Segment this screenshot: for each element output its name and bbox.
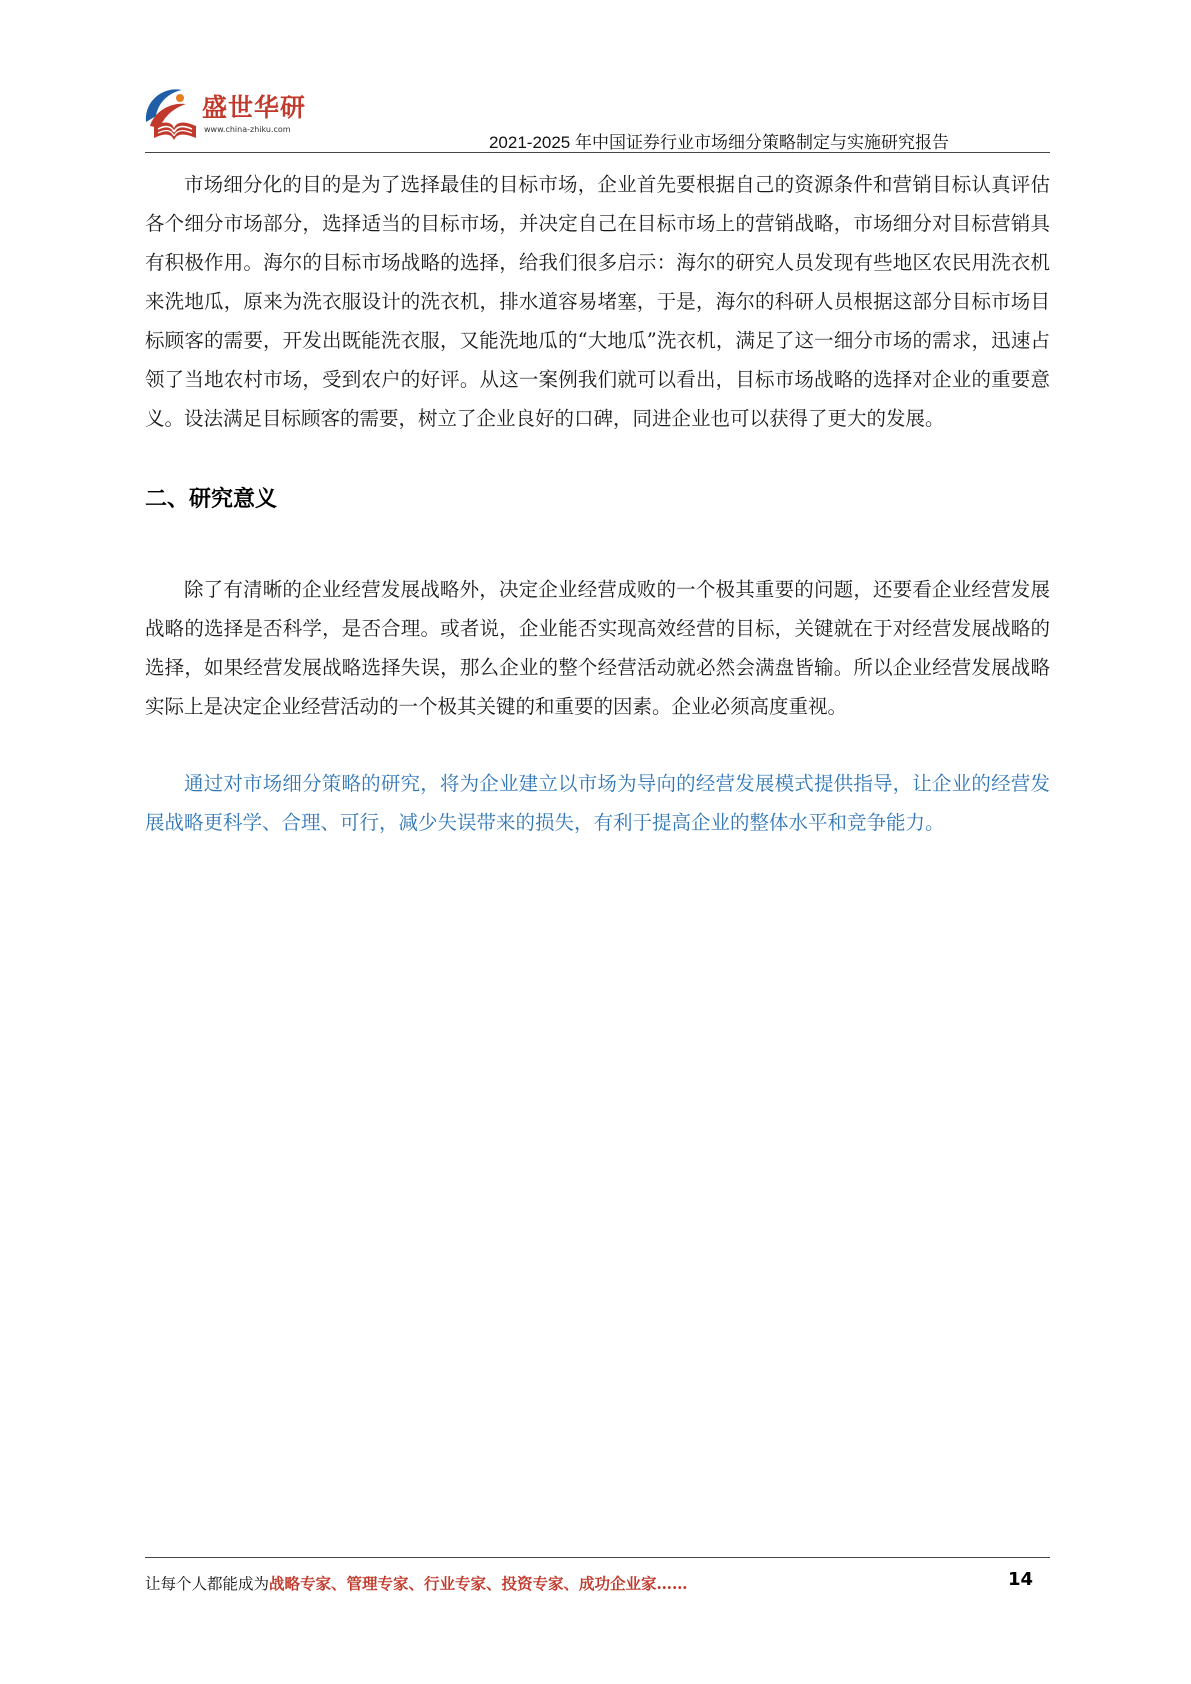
report-title: 2021-2025 年中国证券行业市场细分策略制定与实施研究报告	[488, 133, 949, 152]
company-logo	[140, 82, 330, 150]
header-divider	[145, 152, 1050, 153]
page-content	[145, 165, 1050, 842]
section-heading: 二、研究意义	[145, 487, 278, 512]
book-swoosh-logo-icon	[140, 82, 204, 146]
body-paragraph-2: 除了有清晰的企业经营发展战略外，决定企业经营成败的一个极其重要的问题，还要看企业经营发展战略的选择是否科学，是否合理。或者说，企业能否实现高效经营的目标，关键就在于对经营发展战略的选择，如果经营发展战略选择失误，那么企业的整个经营活动就必然会满盘皆输。所以企业经营发展战略实际上是决定企业经营活动的一个极其关键的和重要的因素。企业必须高度重视。	[145, 578, 1050, 718]
body-paragraph-3-highlight: 通过对市场细分策略的研究，将为企业建立以市场为导向的经营发展模式提供指导，让企业的经营发展战略更科学、合理、可行，减少失误带来的损失，有利于提高企业的整体水平和竞争能力。	[145, 772, 1050, 834]
brand-website: www.china-zhiku.com	[204, 125, 291, 134]
brand-name: 盛世华研	[202, 93, 307, 122]
footer-slogan	[145, 1572, 688, 1594]
page-header	[0, 0, 1191, 160]
body-paragraph-1: 市场细分化的目的是为了选择最佳的目标市场，企业首先要根据自己的资源条件和营销目标认真评估各个细分市场部分，选择适当的目标市场，并决定自己在目标市场上的营销战略，市场细分对目标营销具有积极作用。海尔的目标市场战略的选择，给我们很多启示：海尔的研究人员发现有些地区农民用洗衣机来洗地瓜，原来为洗衣服设计的洗衣机，排水道容易堵塞，于是，海尔的科研人员根据这部分目标市场目标顾客的需要，开发出既能洗衣服，又能洗地瓜的“大地瓜”洗衣机，满足了这一细分市场的需求，迅速占领了当地农村市场，受到农户的好评。从这一案例我们就可以看出，目标市场战略的选择对企业的重要意义。设法满足目标顾客的需要，树立了企业良好的口碑，同进企业也可以获得了更大的发展。	[145, 173, 1050, 430]
footer-slogan-highlight: 战略专家、管理专家、行业专家、投资专家、成功企业家……	[269, 1574, 688, 1593]
footer-slogan-prefix: 让每个人都能成为	[145, 1575, 270, 1593]
page-number: 14	[1007, 1569, 1033, 1590]
footer-divider	[145, 1557, 1050, 1558]
